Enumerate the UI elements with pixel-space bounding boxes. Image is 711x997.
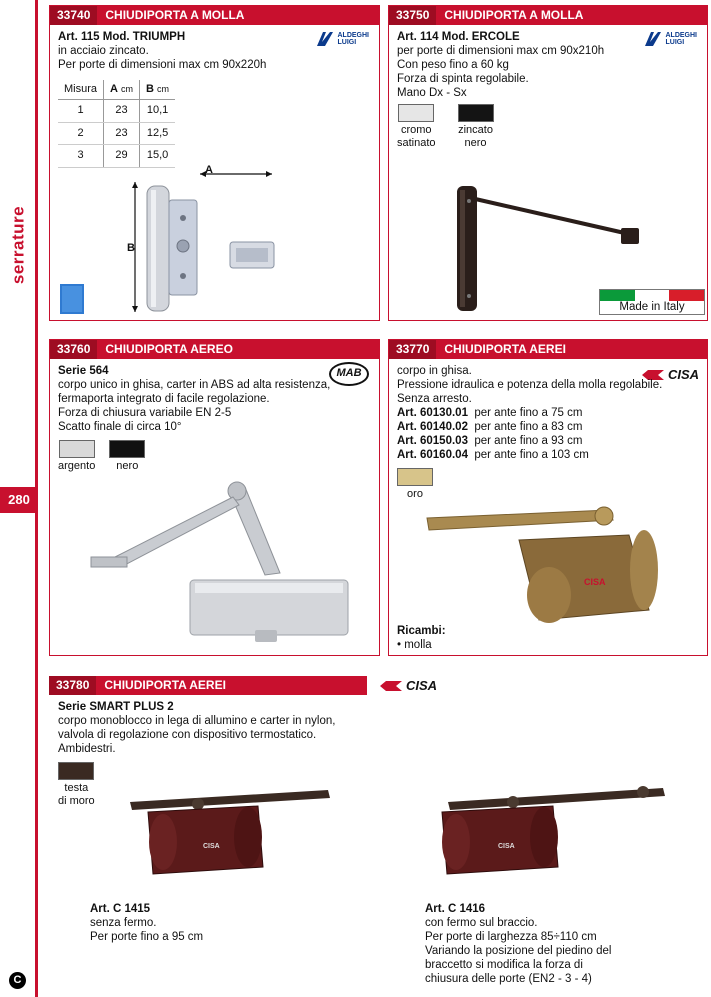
product-c1416	[425, 902, 611, 986]
color-swatches	[58, 440, 371, 473]
swatch-chip	[397, 468, 433, 486]
col-header: Misura	[58, 80, 104, 100]
col-header: A cm	[104, 80, 140, 100]
swatch-label: zincato nero	[458, 124, 493, 149]
product-code: 33760	[50, 340, 97, 359]
product-title: CHIUDIPORTA A MOLLA	[105, 8, 245, 23]
swatch-label: oro	[407, 488, 423, 501]
panel-33770	[388, 339, 708, 656]
description-line: in acciaio zincato.	[58, 45, 149, 58]
description-line: Per porte fino a 95 cm	[90, 931, 204, 944]
serie564-product-illustration	[55, 475, 375, 655]
aldeghi-word: LUIGI	[665, 39, 685, 46]
svg-text:CISA: CISA	[498, 843, 515, 850]
product-title: CHIUDIPORTA A MOLLA	[444, 8, 584, 23]
description-line: chiusura delle porte (EN2 - 3 - 4)	[425, 973, 592, 986]
description-line: Scatto finale di circa 10°	[58, 421, 182, 434]
panel-body	[58, 364, 371, 473]
panel-body	[397, 30, 699, 149]
description-line: Variando la posizione del piedino del	[425, 945, 612, 958]
swatch-chip	[58, 762, 94, 780]
product-title: CHIUDIPORTA AEREO	[105, 342, 233, 357]
article-line: Art. 60130.01 per ante fino a 75 cm	[397, 407, 583, 420]
aldeghi-word: ALDEGHI	[337, 31, 369, 39]
table-cell: 29	[104, 145, 140, 167]
description-line: valvola di regolazione con dispositivo termostatico.	[58, 729, 317, 742]
product-code: 33780	[49, 676, 96, 695]
color-swatches	[397, 468, 699, 501]
article-line: Art. 60160.04 per ante fino a 103 cm	[397, 449, 589, 462]
product-title: CHIUDIPORTA AEREI	[104, 678, 226, 693]
swatch-chip	[109, 440, 145, 458]
description-line: corpo in ghisa.	[397, 365, 472, 377]
article-line: Art. 60150.03 per ante fino a 93 cm	[397, 435, 583, 448]
article-name: Serie SMART PLUS 2	[58, 701, 174, 713]
section-label: serrature	[8, 205, 28, 285]
panel-body	[397, 364, 699, 501]
panel-body	[58, 30, 371, 168]
panel-33780	[49, 676, 367, 695]
article-name: Art. C 1415	[90, 903, 151, 915]
table-cell: 2	[58, 122, 104, 144]
swatch-cromo-satinato	[397, 104, 436, 149]
copyright-mark: C	[9, 972, 26, 989]
article-line: Art. 60140.02 per ante fino a 83 cm	[397, 421, 583, 434]
description-line: Mano Dx - Sx	[397, 87, 467, 100]
swatch-label: argento	[58, 460, 96, 473]
panel-33760	[49, 339, 380, 656]
product-code: 33770	[389, 340, 436, 359]
c1416-product-illustration	[438, 772, 678, 892]
table-row	[58, 145, 175, 167]
description-line: senza fermo.	[90, 917, 157, 930]
panel-header	[389, 6, 707, 25]
table-cell: 23	[104, 122, 140, 144]
table-cell: 15,0	[140, 145, 176, 167]
description-line: con fermo sul braccio.	[425, 917, 538, 930]
page-number: 280	[0, 487, 38, 513]
cisa-mark-icon	[380, 681, 402, 691]
swatch-argento	[58, 440, 95, 473]
swatch-label: testa di moro	[58, 782, 95, 807]
swatch-chip	[458, 104, 494, 122]
article-name: Art. 114 Mod. ERCOLE	[397, 31, 520, 43]
mab-logo: MAB	[329, 362, 369, 386]
made-in-italy-badge	[599, 289, 705, 315]
cisa-word: CISA	[406, 678, 438, 693]
svg-text:CISA: CISA	[203, 843, 220, 850]
description-line: corpo unico in ghisa, carter in ABS ad alta resistenza,	[58, 379, 331, 392]
product-code: 33750	[389, 6, 436, 25]
svg-text:CISA: CISA	[584, 577, 606, 587]
description-line: braccetto si modifica la forza di	[425, 959, 583, 972]
aldeghi-word: ALDEGHI	[665, 31, 697, 39]
cisa-word: CISA	[667, 367, 699, 382]
description-line: fermaporta integrato di facile regolazione.	[58, 393, 270, 406]
col-header: B cm	[140, 80, 176, 100]
table-row	[58, 100, 175, 122]
description-line: corpo monoblocco in lega di allumino e carter in nylon,	[58, 715, 336, 728]
cisa-logo	[380, 678, 437, 694]
article-name: Art. 115 Mod. TRIUMPH	[58, 31, 186, 43]
product-code: 33740	[50, 6, 97, 25]
description-line: Per porte di larghezza 85÷110 cm	[425, 931, 597, 944]
description-line: per porte di dimensioni max cm 90x210h	[397, 45, 605, 58]
description-line: Forza di spinta regolabile.	[397, 73, 529, 86]
table-header-row	[58, 80, 175, 100]
description-line: Pressione idraulica e potenza della molla regolabile.	[397, 379, 663, 392]
table-cell: 3	[58, 145, 104, 167]
dimension-label-b: B	[127, 242, 135, 254]
table-cell: 12,5	[140, 122, 176, 144]
panel-header	[50, 340, 379, 359]
swatch-nero	[109, 440, 145, 473]
swatch-label: cromo satinato	[397, 124, 436, 149]
spares-block	[397, 624, 446, 652]
aldeghi-word: LUIGI	[337, 39, 357, 46]
article-name: Serie 564	[58, 365, 109, 377]
swatch-label: nero	[116, 460, 139, 473]
panel-header	[49, 676, 367, 695]
panel-header	[389, 340, 707, 359]
description-line: Per porte di dimensioni max cm 90x220h	[58, 59, 267, 72]
color-swatches	[397, 104, 699, 149]
swatch-chip	[398, 104, 434, 122]
swatch-zincato-nero	[458, 104, 494, 149]
spares-title: Ricambi:	[397, 625, 446, 637]
swatch-testa-di-moro	[58, 762, 95, 807]
product-c1415	[90, 902, 203, 944]
table-cell: 10,1	[140, 100, 176, 122]
table-row	[58, 122, 175, 144]
table-cell: 23	[104, 100, 140, 122]
spares-item: • molla	[397, 639, 432, 652]
description-line: Con peso fino a 60 kg	[397, 59, 509, 72]
dimension-label-a: A	[205, 164, 213, 176]
description-line: Senza arresto.	[397, 393, 472, 406]
panel-33740	[49, 5, 380, 321]
c1415-product-illustration	[128, 772, 358, 892]
swatch-chip	[59, 440, 95, 458]
table-cell: 1	[58, 100, 104, 122]
italy-flag-icon	[600, 290, 704, 301]
article-name: Art. C 1416	[425, 903, 486, 915]
description-line: Ambidestri.	[58, 743, 116, 756]
description-line: Forza di chiusura variabile EN 2-5	[58, 407, 232, 420]
triumph-product-illustration	[50, 166, 380, 316]
size-table	[58, 80, 175, 168]
panel-header	[50, 6, 379, 25]
made-in-italy-text: Made in Italy	[619, 301, 685, 313]
product-title: CHIUDIPORTA AEREI	[444, 342, 566, 357]
swatch-oro	[397, 468, 433, 501]
panel-33750	[388, 5, 708, 321]
